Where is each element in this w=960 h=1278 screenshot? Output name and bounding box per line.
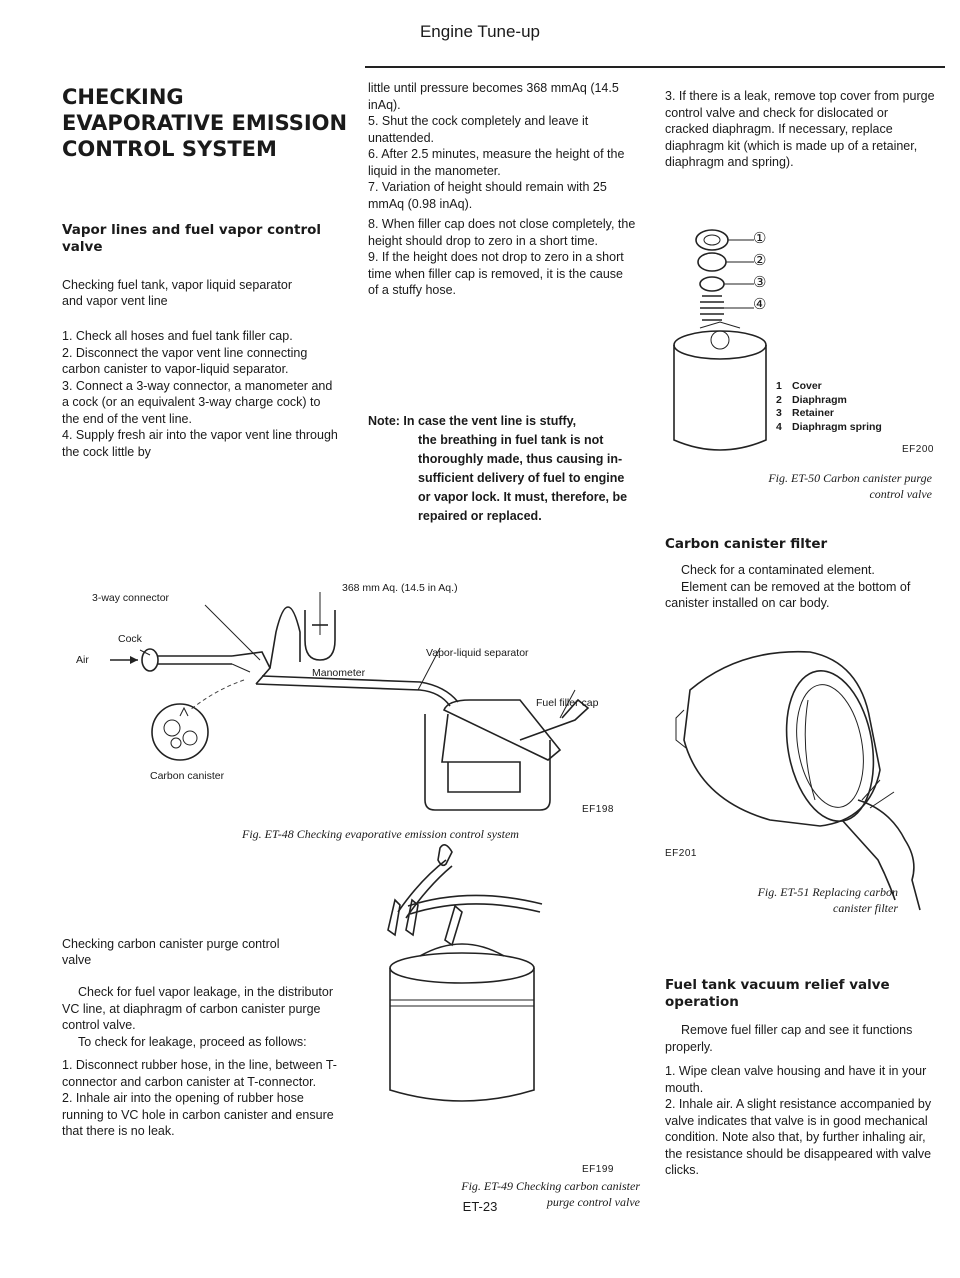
- label-air: Air: [76, 654, 89, 666]
- note-line: thoroughly made, thus causing in-: [418, 452, 623, 466]
- callout-2: ②: [753, 252, 767, 269]
- page-number: ET-23: [462, 1199, 498, 1214]
- label-filler-cap: Fuel filler cap: [536, 697, 599, 709]
- manometer-steps: [368, 80, 636, 299]
- step-2: 2. Disconnect the vapor vent line connecting carbon canister to vapor-liquid separator.: [62, 345, 308, 376]
- step-4: 4. Supply fresh air into the vapor vent line through the cock little by: [62, 428, 338, 459]
- canister-filter-text: [665, 562, 935, 612]
- fig-et50-callouts: [753, 228, 766, 316]
- fig-et51-code: EF201: [665, 848, 697, 859]
- callout-1: ①: [753, 230, 767, 247]
- section-title-vapor-lines: Vapor lines and fuel vapor control valve: [62, 222, 322, 255]
- step-4-cont: little until pressure becomes 368 mmAq (14.5 inAq).: [368, 81, 619, 112]
- step-8: 8. When filler cap does not close completely, the height should drop to zero in a short time.: [368, 217, 636, 248]
- fig-et51-caption-line2: canister filter: [833, 901, 898, 915]
- fig-et51-caption-line1: Fig. ET-51 Replacing carbon: [757, 885, 898, 899]
- fig-et49-caption-line1: Fig. ET-49 Checking carbon canister: [461, 1179, 640, 1193]
- fig-et48-code: EF198: [582, 804, 614, 815]
- running-header: Engine Tune-up: [419, 22, 541, 41]
- main-title: CHECKING EVAPORATIVE EMISSION CONTROL SYSTEM: [62, 85, 348, 161]
- step-9: 9. If the height does not drop to zero in a short time when filler cap is removed, it is the cause of a stuffy hose.: [368, 250, 624, 297]
- label-manometer: Manometer: [312, 667, 366, 679]
- note-block: [368, 412, 648, 526]
- filter-para-1: Check for a contaminated element.: [681, 563, 875, 577]
- vent-line-steps: [62, 328, 340, 460]
- fig-et49-code: EF199: [582, 1164, 614, 1175]
- header-rule: [365, 66, 945, 68]
- note-line: sufficient delivery of fuel to engine: [418, 471, 625, 485]
- step-7: 7. Variation of height should remain with 25 mmAq (0.98 inAq).: [368, 180, 607, 211]
- label-pressure: 368 mm Aq. (14.5 in Aq.): [342, 582, 458, 594]
- note-first-line: Note: In case the vent line is stuffy,: [368, 414, 577, 428]
- label-3-way-connector: 3-way connector: [92, 592, 170, 604]
- callout-3: ③: [753, 274, 767, 291]
- diaphragm-check-text: [665, 88, 935, 171]
- fig-et48-caption: Fig. ET-48 Checking evaporative emission control system: [242, 827, 519, 841]
- subsection-title-purge-valve: Checking carbon canister purge control valve: [62, 937, 280, 967]
- subsection-title-fuel-tank: Checking fuel tank, vapor liquid separator and vapor vent line: [62, 278, 292, 308]
- fig-et50-caption: [690, 470, 932, 502]
- step-3-leak: 3. If there is a leak, remove top cover from purge control valve and check for dislocated or cracked diaphragm. If necessary, replace diaphragm kit (which is made up of a retainer, diaphragm and spring).: [665, 89, 935, 169]
- label-cock: Cock: [118, 633, 142, 645]
- purge-valve-text: [62, 984, 340, 1140]
- vacuum-relief-text: [665, 1022, 935, 1179]
- purge-para-1: Check for fuel vapor leakage, in the distributor VC line, at diaphragm of carbon canister purge control valve.: [62, 985, 333, 1032]
- vacuum-step-2: 2. Inhale air. A slight resistance accompanied by valve indicates that valve is in good mechanical condition. Note also that, by further inhaling air, the resistance should be disappeared with valve clicks.: [665, 1097, 932, 1177]
- note-line: repaired or replaced.: [418, 509, 542, 523]
- fig-et50-parts-list: [776, 380, 882, 434]
- vacuum-step-1: 1. Wipe clean valve housing and have it in your mouth.: [665, 1064, 927, 1095]
- step-1: 1. Check all hoses and fuel tank filler cap.: [62, 329, 293, 343]
- purge-para-2: To check for leakage, proceed as follows:: [78, 1034, 307, 1049]
- note-line: the breathing in fuel tank is not: [418, 433, 604, 447]
- fig-et50-caption-line1: Fig. ET-50 Carbon canister purge: [768, 471, 932, 485]
- fig-et50-caption-line2: control valve: [869, 487, 932, 501]
- vacuum-para-1: Remove fuel filler cap and see it functions properly.: [665, 1023, 913, 1054]
- label-carbon-canister: Carbon canister: [150, 770, 225, 782]
- step-3: 3. Connect a 3-way connector, a manometer and a cock (or an equivalent 3-way charge cock) to the end of the vent line.: [62, 378, 333, 426]
- purge-step-2: 2. Inhale air into the opening of rubber hose running to VC hole in carbon canister and ensure that there is no leak.: [62, 1091, 334, 1138]
- step-5: 5. Shut the cock completely and leave it unattended.: [368, 114, 589, 145]
- part-item: 3 Retainer: [776, 407, 835, 419]
- filter-para-2: Element can be removed at the bottom of canister installed on car body.: [665, 579, 911, 610]
- section-title-canister-filter: Carbon canister filter: [665, 536, 828, 552]
- part-item: 2 Diaphragm: [776, 393, 847, 406]
- note-line: or vapor lock. It must, therefore, be: [418, 490, 628, 504]
- callout-4: ④: [753, 296, 767, 313]
- part-item: 4 Diaphragm spring: [776, 420, 882, 433]
- fig-et49-caption-line2: purge control valve: [546, 1195, 640, 1209]
- fig-et50-code: EF200: [902, 444, 934, 455]
- part-item: 1 Cover: [776, 380, 822, 392]
- section-title-vacuum-relief: Fuel tank vacuum relief valve operation: [665, 977, 890, 1010]
- fig-et51-caption: [690, 884, 898, 916]
- label-separator: Vapor-liquid separator: [426, 647, 529, 659]
- step-6: 6. After 2.5 minutes, measure the height of the liquid in the manometer.: [368, 147, 625, 178]
- purge-step-1: 1. Disconnect rubber hose, in the line, between T-connector and carbon canister at T-connector.: [62, 1058, 337, 1089]
